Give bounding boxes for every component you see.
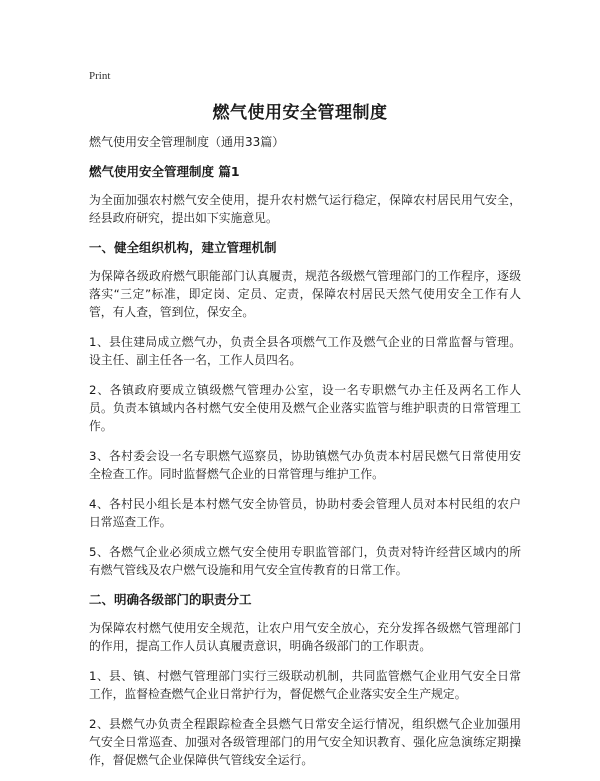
article-heading: 燃气使用安全管理制度 篇1 xyxy=(89,164,240,179)
document-body xyxy=(89,133,521,781)
print-link[interactable]: Print xyxy=(89,70,111,82)
section1-paragraph: 1、县住建局成立燃气办，负责全县各项燃气工作及燃气企业的日常监督与管理。设主任、副主任各一名，工作人员四名。 xyxy=(89,335,521,367)
section2-paragraph: 2、县燃气办负责全程跟踪检查全县燃气日常安全运行情况，组织燃气企业加强用气安全日常巡查、加强对各级管理部门的用气安全知识教育、强化应急演练定期操作，督促燃气企业保障供气管线安全运行。 xyxy=(89,717,521,767)
section1-paragraph: 2、各镇政府要成立镇级燃气管理办公室，设一名专职燃气办主任及两名工作人员。负责本镇域内各村燃气安全使用及燃气企业落实监管与维护职责的日常管理工作。 xyxy=(89,383,521,433)
section2-paragraph: 1、县、镇、村燃气管理部门实行三级联动机制，共同监管燃气企业用气安全日常工作，监督检查燃气企业日常护行为，督促燃气企业落实安全生产规定。 xyxy=(89,669,521,701)
section-heading-1: 一、健全组织机构，建立管理机制 xyxy=(89,240,277,255)
page-title: 燃气使用安全管理制度 xyxy=(212,103,388,123)
section1-paragraph: 5、各燃气企业必须成立燃气安全使用专职监管部门，负责对特许经营区域内的所有燃气管线及农户燃气设施和用气安全宣传教育的日常工作。 xyxy=(89,545,521,577)
section1-paragraph: 4、各村民小组长是本村燃气安全协管员，协助村委会管理人员对本村民组的农户日常巡查工作。 xyxy=(89,497,521,529)
section1-paragraph: 3、各村委会设一名专职燃气巡察员，协助镇燃气办负责本村居民燃气日常使用安全检查工作。同时监督燃气企业的日常管理与维护工作。 xyxy=(89,449,521,481)
section2-paragraph: 为保障农村燃气使用安全规范，让农户用气安全放心，充分发挥各级燃气管理部门的作用，提高工作人员认真履责意识，明确各级部门的工作职责。 xyxy=(89,621,521,653)
section-heading-2: 二、明确各级部门的职责分工 xyxy=(89,592,252,607)
document-subtitle: 燃气使用安全管理制度（通用33篇） xyxy=(89,135,285,149)
intro-paragraph: 为全面加强农村燃气安全使用，提升农村燃气运行稳定，保障农村居民用气安全，经县政府研究，提出如下实施意见。 xyxy=(89,193,521,225)
section1-paragraph: 为保障各级政府燃气职能部门认真履责，规范各级燃气管理部门的工作程序，逐级落实“三定”标准，即定岗、定员、定责，保障农村居民天然气使用安全工作有人管，有人查，管到位，保安全。 xyxy=(89,269,521,319)
